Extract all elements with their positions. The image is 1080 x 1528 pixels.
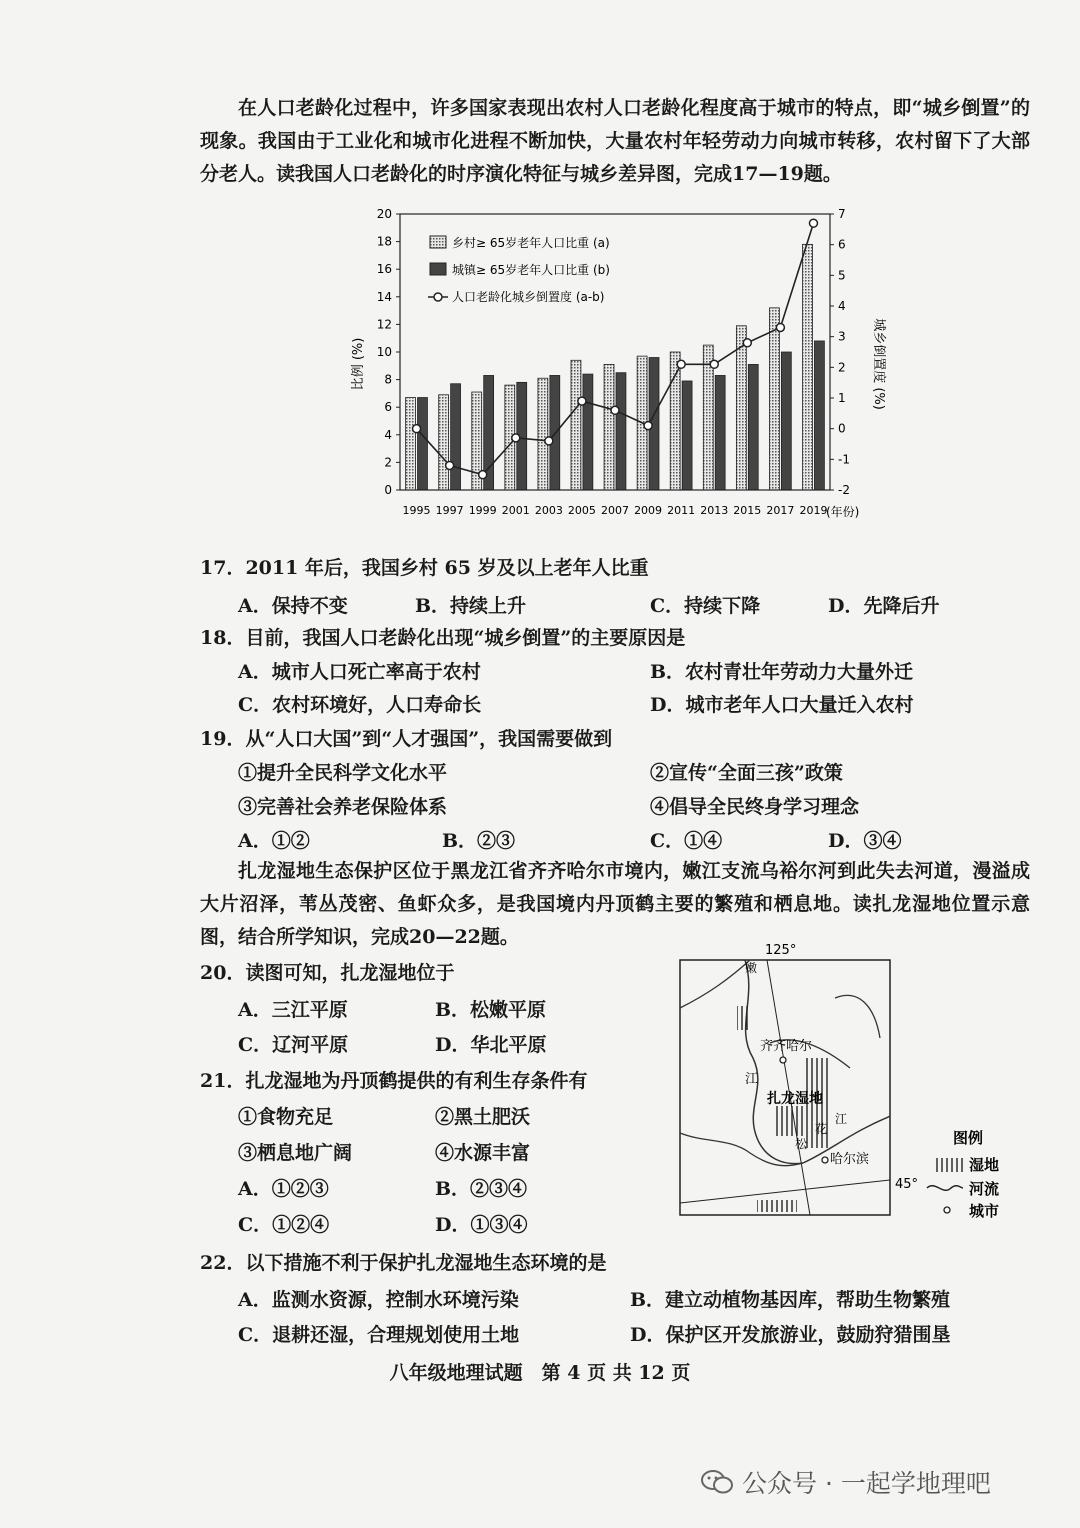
q21-item-3: ③栖息地广阔 <box>238 1142 353 1164</box>
bar-urban <box>418 398 428 490</box>
bar-urban <box>682 381 692 490</box>
x-tick-label: 2001 <box>501 504 530 517</box>
legend-swatch-urban <box>430 263 446 275</box>
q17-option-a: A．保持不变 <box>238 595 348 617</box>
x-tick-label: 2013 <box>700 504 729 517</box>
legend-city-swatch <box>944 1207 950 1213</box>
x-tick-label: 2015 <box>733 504 762 517</box>
point-inversion <box>611 406 619 414</box>
legend-label-rural: 乡村≥ 65岁老年人口比重 (a) <box>452 236 610 250</box>
q22-option-d: D．保护区开发旅游业，鼓励狩猎围垦 <box>630 1324 951 1346</box>
y-tick-label: 0 <box>384 483 392 497</box>
watermark <box>700 1464 991 1500</box>
bar-rural <box>803 244 813 490</box>
y-tick-label: 8 <box>384 372 392 387</box>
q21-stem: 21．扎龙湿地为丹顶鹤提供的有利生存条件有 <box>200 1070 588 1092</box>
q20-option-d: D．华北平原 <box>435 1034 547 1056</box>
y2-tick-label: 0 <box>838 421 846 436</box>
y-tick-label: 4 <box>384 427 392 442</box>
point-inversion <box>644 422 652 430</box>
q21-option-b: B．②③④ <box>435 1178 528 1200</box>
y2-tick-label: -1 <box>838 452 850 467</box>
chart-legend <box>428 235 610 304</box>
aging-chart <box>340 196 900 536</box>
point-inversion <box>512 434 520 442</box>
bar-urban <box>814 341 824 490</box>
y2-tick-label: 3 <box>838 329 846 344</box>
q17-option-c: C．持续下降 <box>650 595 761 617</box>
x-axis-unit: (年份) <box>826 505 860 519</box>
q19-item-1: ①提升全民科学文化水平 <box>238 762 448 784</box>
point-inversion <box>479 471 487 479</box>
bar-urban <box>583 374 593 490</box>
q21-item-4: ④水源丰富 <box>435 1142 531 1164</box>
q20-stem: 20．读图可知，扎龙湿地位于 <box>200 962 455 984</box>
legend-title: 图例 <box>953 1129 984 1147</box>
y2-tick-label: 6 <box>838 237 846 252</box>
y2-tick-label: 4 <box>838 299 846 313</box>
x-tick-label: 2003 <box>534 504 563 517</box>
q18-option-d: D．城市老年人口大量迁入农村 <box>650 694 914 716</box>
q21-item-2: ②黑土肥沃 <box>435 1106 531 1128</box>
y2-tick-label: 2 <box>838 360 846 375</box>
q17-stem: 17．2011 年后，我国乡村 65 岁及以上老年人比重 <box>200 557 649 579</box>
point-inversion <box>413 425 421 433</box>
y-axis-label: 比例 (%) <box>351 337 366 391</box>
y-tick-label: 20 <box>376 207 392 221</box>
bar-urban <box>451 384 461 490</box>
river-char-jiang1: 江 <box>745 1072 759 1087</box>
q20-option-c: C．辽河平原 <box>238 1034 349 1056</box>
river-char-jiang2: 江 <box>835 1112 848 1126</box>
x-tick-label: 1997 <box>435 504 464 517</box>
x-tick-label: 2009 <box>634 504 663 517</box>
q22-option-b: B．建立动植物基因库，帮助生物繁殖 <box>630 1289 951 1311</box>
bar-rural <box>406 398 416 490</box>
y-tick-label: 16 <box>376 262 392 277</box>
point-inversion <box>677 360 685 368</box>
q22-option-c: C．退耕还湿，合理规划使用土地 <box>238 1324 520 1346</box>
point-inversion <box>809 219 817 227</box>
page-footer: 八年级地理试题 第 4 页 共 12 页 <box>389 1362 691 1384</box>
q17-option-d: D．先降后升 <box>828 595 940 617</box>
x-tick-label: 2011 <box>667 504 696 517</box>
plot-frame <box>400 214 830 490</box>
y2-axis-label: 城乡倒置度 (%) <box>871 318 886 410</box>
y-tick-label: 6 <box>384 400 392 415</box>
q19-option-b: B．②③ <box>442 830 516 852</box>
bar-rural <box>538 378 548 490</box>
q18-stem: 18．目前，我国人口老龄化出现“城乡倒置”的主要原因是 <box>200 627 686 649</box>
q19-option-c: C．①④ <box>650 830 723 852</box>
meridian-125 <box>767 960 810 1215</box>
legend-river-swatch <box>927 1186 963 1191</box>
east-river <box>835 995 880 1038</box>
q20-option-a: A．三江平原 <box>238 999 348 1021</box>
legend-city: 城市 <box>969 1202 1000 1220</box>
watermark-text: 公众号 · 一起学地理吧 <box>742 1469 991 1498</box>
zhalong-location-map <box>675 938 1015 1223</box>
y2-tick-label: -2 <box>838 483 850 497</box>
legend-wetland-swatch <box>933 1158 963 1172</box>
q21-item-1: ①食物充足 <box>238 1106 334 1128</box>
wetland-patch-4 <box>757 1200 797 1212</box>
y-tick-label: 14 <box>376 289 392 304</box>
point-inversion <box>710 360 718 368</box>
river-char-nen: 嫩 <box>745 961 758 975</box>
x-tick-label: 2007 <box>601 504 629 517</box>
river-line <box>680 960 750 1008</box>
bar-urban <box>748 364 758 490</box>
wetland-label: 扎龙湿地 <box>767 1091 823 1107</box>
city-label-harbin: 哈尔滨 <box>830 1152 870 1167</box>
wetland-patch-3 <box>775 1106 803 1136</box>
point-inversion <box>578 397 586 405</box>
parallel-45 <box>680 1180 890 1203</box>
bar-urban <box>715 375 725 490</box>
q18-option-a: A．城市人口死亡率高于农村 <box>238 661 481 683</box>
intro-paragraph-1: 在人口老龄化过程中，许多国家表现出农村人口老龄化程度高于城市的特点，即“城乡倒置”的现象。我国由于工业化和城市化进程不断加快，大量农村年轻劳动力向城市转移，农村留下了大部分老人。读我国人口老龄化的时序演化特征与城乡差异图，完成17—19题。 <box>200 97 1030 185</box>
bar-rural <box>736 326 746 490</box>
x-tick-label: 1999 <box>468 504 497 517</box>
q22-stem: 22．以下措施不利于保护扎龙湿地生态环境的是 <box>200 1252 607 1274</box>
bar-urban <box>781 352 791 490</box>
q18-option-c: C．农村环境好，人口寿命长 <box>238 694 482 716</box>
latitude-label: 45° <box>895 1177 919 1192</box>
legend-label-urban: 城镇≥ 65岁老年人口比重 (b) <box>452 263 610 277</box>
bar-rural <box>670 352 680 490</box>
point-inversion <box>545 437 553 445</box>
point-inversion <box>446 461 454 469</box>
city-qiqihar <box>780 1057 786 1063</box>
legend-wetland: 湿地 <box>969 1156 1000 1174</box>
x-tick-label: 1995 <box>402 504 431 517</box>
y2-tick-label: 1 <box>838 391 846 405</box>
bar-rural <box>604 364 614 490</box>
q19-option-d: D．③④ <box>828 830 902 852</box>
q21-option-c: C．①②④ <box>238 1214 330 1236</box>
city-label-qiqihar: 齐齐哈尔 <box>760 1039 813 1054</box>
y2-tick-label: 5 <box>838 268 846 283</box>
q20-option-b: B．松嫩平原 <box>435 999 547 1021</box>
y-tick-label: 18 <box>376 234 392 249</box>
wechat-icon <box>700 1469 734 1495</box>
legend-label-line: 人口老龄化城乡倒置度 (a-b) <box>452 290 605 304</box>
legend-swatch-rural <box>430 236 446 248</box>
q18-option-b: B．农村青壮年劳动力大量外迁 <box>650 661 914 683</box>
wetland-patch-1 <box>737 1006 751 1030</box>
point-inversion <box>776 323 784 331</box>
q19-item-4: ④倡导全民终身学习理念 <box>650 796 860 818</box>
river-char-song: 松 <box>795 1137 808 1151</box>
city-harbin <box>822 1157 828 1163</box>
y-tick-label: 10 <box>376 345 392 359</box>
bar-rural <box>439 395 449 490</box>
river-char-hua: 花 <box>815 1122 828 1136</box>
q19-item-3: ③完善社会养老保险体系 <box>238 796 448 818</box>
y-tick-label: 12 <box>376 317 392 332</box>
tributary-river <box>680 1133 803 1166</box>
q21-option-a: A．①②③ <box>238 1178 329 1200</box>
q17-option-b: B．持续上升 <box>415 595 527 617</box>
q19-option-a: A．①② <box>238 830 310 852</box>
x-tick-label: 2017 <box>766 504 795 517</box>
intro-paragraph-2: 扎龙湿地生态保护区位于黑龙江省齐齐哈尔市境内，嫩江支流乌裕尔河到此失去河道，漫溢成大片沼泽，苇丛茂密、鱼虾众多，是我国境内丹顶鹤主要的繁殖和栖息地。读扎龙湿地位置示意图，结合所学知识，完成20—22题。 <box>200 860 1030 948</box>
bar-rural <box>571 360 581 490</box>
x-tick-label: 2019 <box>799 504 828 517</box>
q21-option-d: D．①③④ <box>435 1214 528 1236</box>
y-tick-label: 2 <box>384 455 392 470</box>
longitude-label: 125° <box>765 943 797 958</box>
q19-item-2: ②宣传“全面三孩”政策 <box>650 762 843 784</box>
q22-option-a: A．监测水资源，控制水环境污染 <box>238 1289 519 1311</box>
q19-stem: 19．从“人口大国”到“人才强国”，我国需要做到 <box>200 728 613 750</box>
x-tick-label: 2005 <box>567 504 596 517</box>
bar-rural <box>769 308 779 490</box>
legend-river: 河流 <box>969 1180 1000 1198</box>
bar-urban <box>616 373 626 490</box>
y2-tick-label: 7 <box>838 207 846 221</box>
point-inversion <box>743 339 751 347</box>
